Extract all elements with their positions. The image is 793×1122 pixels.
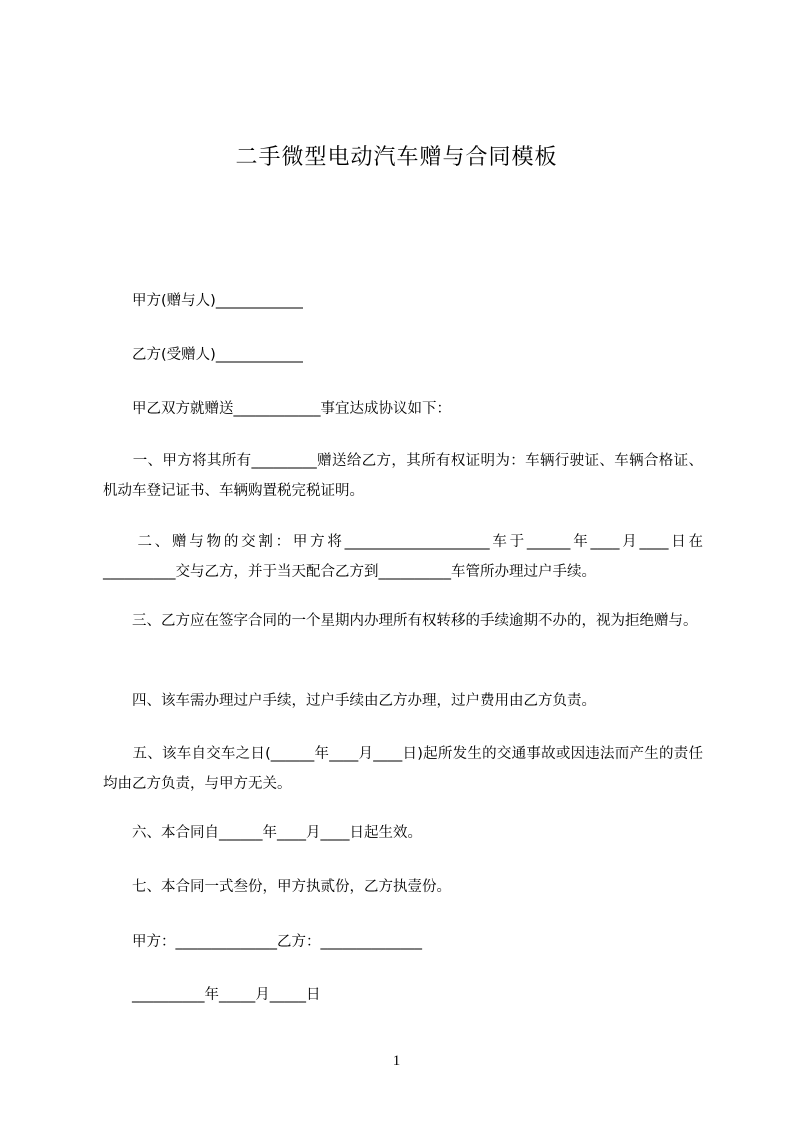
clause-7: 七、本合同一式叁份，甲方执贰份，乙方执壹份。 [103, 879, 451, 895]
party-b-line: 乙方(受赠人)____________ [103, 347, 303, 363]
clause-1: 一、甲方将其所有_________赠送给乙方，其所有权证明为：车辆行驶证、车辆合格证、机动车登记证书、车辆购置税完税证明。 [103, 453, 703, 499]
clause-4: 四、该车需办理过户手续，过户手续由乙方办理，过户费用由乙方负责。 [103, 693, 596, 709]
signature-line: 甲方：______________乙方：______________ [103, 934, 422, 950]
clause-2: 二、赠与物的交割：甲方将____________________车于______年____月____日在__________交与乙方，并于当天配合乙方到__________车管所办理过户手续。 [103, 534, 703, 580]
date-line: __________年_____月_____日 [103, 987, 321, 1003]
document-title: 二手微型电动汽车赠与合同模板 [235, 145, 558, 170]
party-a-line: 甲方(赠与人)____________ [103, 293, 303, 309]
page-number: 1 [392, 1053, 401, 1069]
agreement-intro: 甲乙双方就赠送____________事宜达成协议如下： [103, 401, 451, 417]
clause-3: 三、乙方应在签字合同的一个星期内办理所有权转移的手续逾期不办的，视为拒绝赠与。 [103, 613, 698, 629]
clause-6: 六、本合同自______年____月____日起生效。 [103, 825, 422, 841]
clause-5: 五、该车自交车之日(______年____月____日)起所发生的交通事故或因违法而产生的责任均由乙方负责，与甲方无关。 [103, 746, 703, 792]
